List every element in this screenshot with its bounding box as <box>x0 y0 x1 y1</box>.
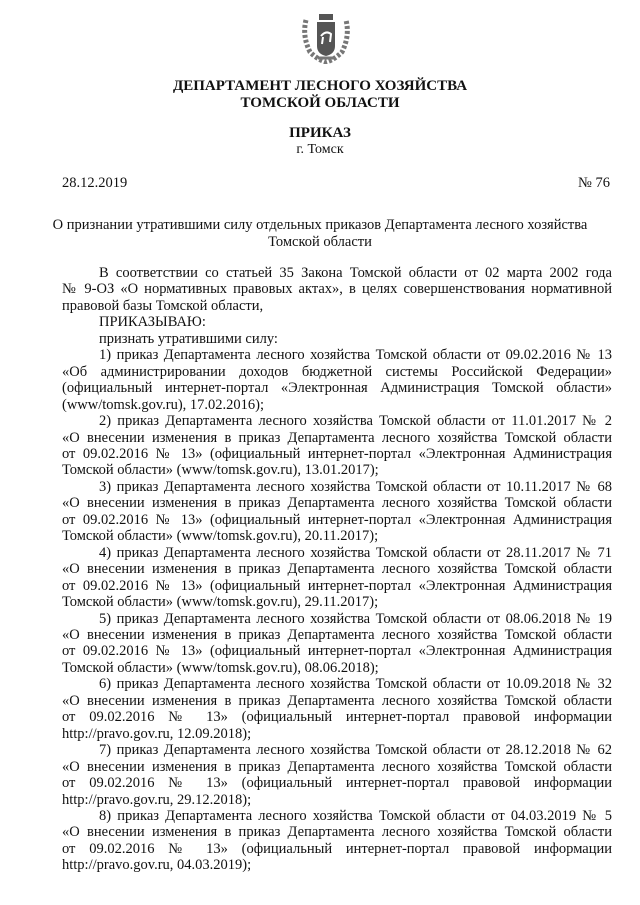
paragraph-line: 4) приказ Департамента лесного хозяйства Томской области от 28.11.2017 № 71 <box>99 544 612 561</box>
paragraph-line: от 09.02.2016 № 13» (официальный интернет-портал правовой информации <box>62 775 612 792</box>
paragraph <box>62 742 612 808</box>
paragraph <box>62 413 612 479</box>
paragraph-line: 8) приказ Департамента лесного хозяйства Томской области от 04.03.2019 № 5 <box>99 807 612 824</box>
paragraph <box>62 331 612 347</box>
document-body <box>62 265 612 874</box>
paragraph-line: от 09.02.2016 № 13» (официальный интернет-портал правовой информации <box>62 840 612 857</box>
paragraph-line: «О внесении изменения в приказ Департамента лесного хозяйства Томской области <box>62 561 612 578</box>
document-type: ПРИКАЗ <box>289 125 351 141</box>
paragraph <box>62 265 612 314</box>
paragraph-line: Томской области» (www/tomsk.gov.ru), 08.06.2018); <box>62 659 379 676</box>
paragraph <box>62 347 612 413</box>
document-title-line1: О признании утратившими силу отдельных приказов Департамента лесного хозяйства <box>52 217 588 233</box>
paragraph <box>62 479 612 545</box>
paragraph <box>62 676 612 742</box>
paragraph-line: 2) приказ Департамента лесного хозяйства Томской области от 11.01.2017 № 2 <box>99 413 612 430</box>
document-date: 28.12.2019 <box>62 175 128 191</box>
paragraph-line: 6) приказ Департамента лесного хозяйства Томской области от 10.09.2018 № 32 <box>99 676 612 693</box>
department-name-line1: ДЕПАРТАМЕНТ ЛЕСНОГО ХОЗЯЙСТВА <box>172 78 468 94</box>
paragraph-line: от 09.02.2016 № 13» (официальный интернет-портал «Электронная Администрация <box>62 445 612 462</box>
paragraph <box>62 808 612 874</box>
paragraph-line: (официальный интернет-портал «Электронная Администрация Томской области» <box>62 380 612 397</box>
paragraph-line: «Об администрировании доходов бюджетной системы Российской Федерации» <box>62 363 612 380</box>
paragraph-line: от 09.02.2016 № 13» (официальный интернет-портал правовой информации <box>62 709 612 726</box>
paragraph-line: «О внесении изменения в приказ Департамента лесного хозяйства Томской области <box>62 429 612 446</box>
paragraph-line: «О внесении изменения в приказ Департамента лесного хозяйства Томской области <box>62 824 612 841</box>
paragraph-line: http://pravo.gov.ru, 29.12.2018); <box>62 791 252 808</box>
department-name-line2: ТОМСКОЙ ОБЛАСТИ <box>240 95 400 111</box>
paragraph-line: № 9-ОЗ «О нормативных правовых актах», в целях совершенствования нормативной <box>62 281 612 298</box>
paragraph-line: http://pravo.gov.ru, 12.09.2018); <box>62 725 252 742</box>
paragraph-line: признать утратившими силу: <box>99 330 278 347</box>
paragraph <box>62 545 612 611</box>
document-city: г. Томск <box>296 142 344 157</box>
paragraph-line: «О внесении изменения в приказ Департамента лесного хозяйства Томской области <box>62 692 612 709</box>
paragraph-line: «О внесении изменения в приказ Департамента лесного хозяйства Томской области <box>62 758 612 775</box>
paragraph-line: правовой базы Томской области, <box>62 297 264 314</box>
paragraph-line: 3) приказ Департамента лесного хозяйства Томской области от 10.11.2017 № 68 <box>99 478 612 495</box>
paragraph-line: от 09.02.2016 № 13» (официальный интернет-портал «Электронная Администрация <box>62 511 612 528</box>
paragraph-line: Томской области» (www/tomsk.gov.ru), 29.11.2017); <box>62 594 379 611</box>
paragraph-line: ПРИКАЗЫВАЮ: <box>99 314 206 331</box>
paragraph-line: «О внесении изменения в приказ Департамента лесного хозяйства Томской области <box>62 495 612 512</box>
document-title <box>0 217 640 251</box>
paragraph-line: http://pravo.gov.ru, 04.03.2019); <box>62 857 252 874</box>
paragraph <box>62 314 612 330</box>
paragraph-line: от 09.02.2016 № 13» (официальный интернет-портал «Электронная Администрация <box>62 643 612 660</box>
document-number: № 76 <box>578 175 610 191</box>
paragraph-line: 5) приказ Департамента лесного хозяйства Томской области от 08.06.2018 № 19 <box>99 610 612 627</box>
paragraph-line: Томской области» (www/tomsk.gov.ru), 13.01.2017); <box>62 462 379 479</box>
paragraph-line: Томской области» (www/tomsk.gov.ru), 20.11.2017); <box>62 528 379 545</box>
paragraph-line: «О внесении изменения в приказ Департамента лесного хозяйства Томской области <box>62 626 612 643</box>
tomsk-coat-of-arms-emblem <box>300 6 352 64</box>
paragraph-line: (www/tomsk.gov.ru), 17.02.2016); <box>62 396 265 413</box>
paragraph <box>62 611 612 677</box>
paragraph-line: 7) приказ Департамента лесного хозяйства Томской области от 28.12.2018 № 62 <box>99 742 612 759</box>
paragraph-line: 1) приказ Департамента лесного хозяйства Томской области от 09.02.2016 № 13 <box>99 347 612 364</box>
paragraph-line: В соответствии со статьей 35 Закона Томской области от 02 марта 2002 года <box>99 265 612 281</box>
document-title-line2: Томской области <box>268 234 372 250</box>
department-name <box>0 78 640 112</box>
paragraph-line: от 09.02.2016 № 13» (официальный интернет-портал «Электронная Администрация <box>62 577 612 594</box>
